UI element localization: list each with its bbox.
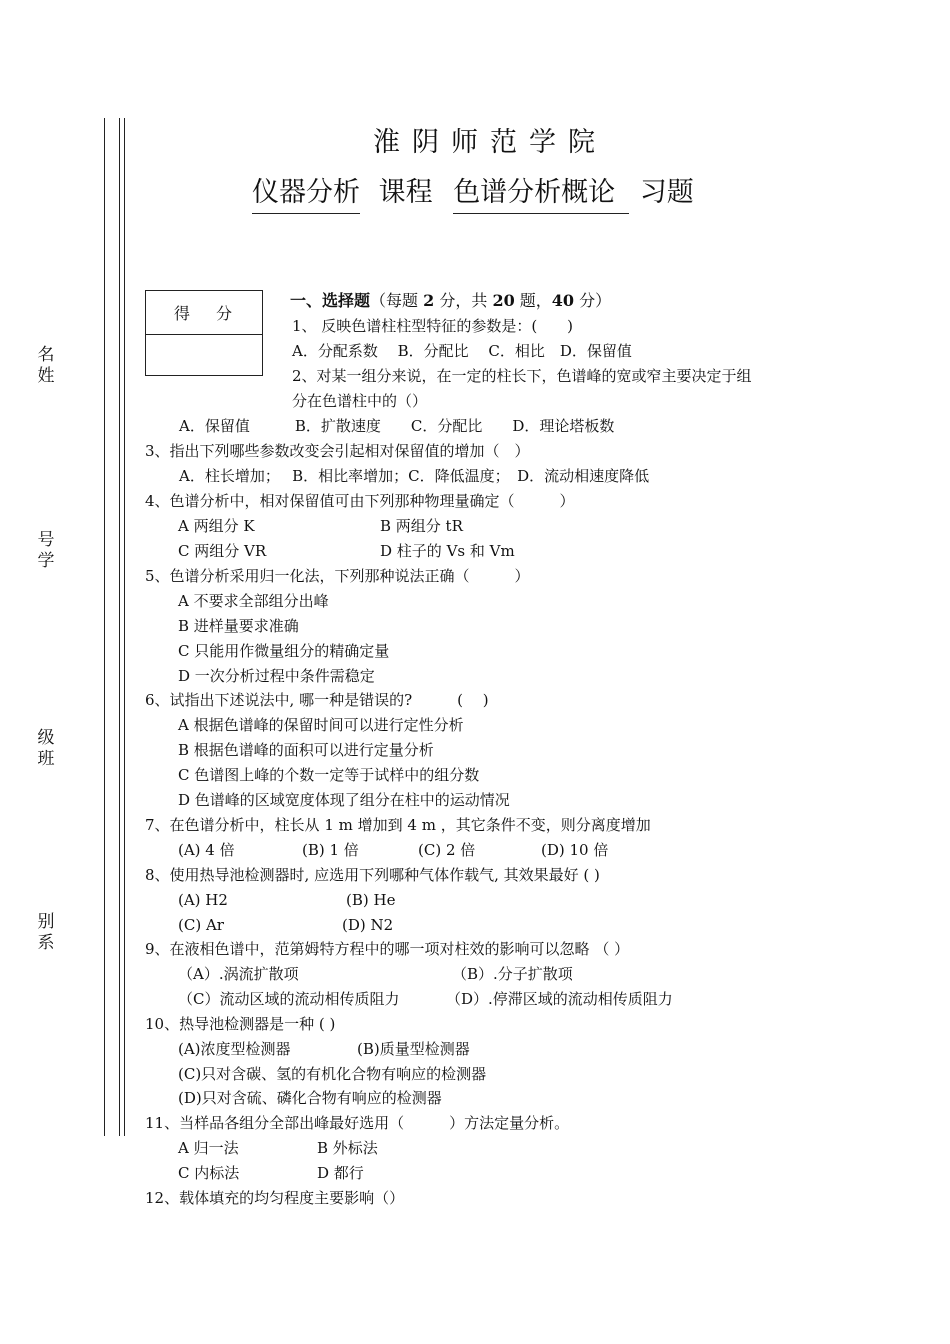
question-7-option-b: (B) 1 倍 <box>302 841 359 859</box>
section-note: 分，共 <box>434 291 493 310</box>
score-box-field[interactable] <box>146 335 262 375</box>
margin-line-inner2 <box>124 118 125 1136</box>
question-11-option-a: A 归一法 <box>178 1139 239 1157</box>
question-7-option-d: (D) 10 倍 <box>541 841 609 859</box>
question-2: 2、对某一组分来说，在一定的柱长下，色谱峰的宽或窄主要决定于组 <box>292 367 752 385</box>
question-7: 7、在色谱分析中，柱长从 1 m 增加到 4 m ，其它条件不变，则分离度增加 <box>145 816 651 834</box>
question-2-options: A．保留值 B．扩散速度 C．分配比 D．理论塔板数 <box>179 417 615 435</box>
question-8-option-c: (C) Ar <box>178 916 224 934</box>
side-label-department: 别 系 <box>37 912 55 953</box>
margin-line-inner <box>119 118 120 1136</box>
question-6-option-b: B 根据色谱峰的面积可以进行定量分析 <box>178 741 434 759</box>
side-label-student-id: 号 学 <box>37 530 55 571</box>
question-4: 4、色谱分析中，相对保留值可由下列那种物理量确定（ ） <box>145 492 575 510</box>
question-6: 6、试指出下述说法中, 哪一种是错误的? ( ) <box>145 691 489 709</box>
question-1: 1、 反映色谱柱柱型特征的参数是：( ) <box>292 317 574 335</box>
question-5-option-d: D 一次分析过程中条件需稳定 <box>178 667 375 685</box>
title-suffix: 习题 <box>639 177 694 208</box>
question-11-option-d: D 都行 <box>317 1164 364 1182</box>
question-5-option-a: A 不要求全部组分出峰 <box>178 592 329 610</box>
section-heading <box>290 288 611 311</box>
question-3: 3、指出下列哪些参数改变会引起相对保留值的增加（ ） <box>145 442 530 460</box>
question-8: 8、使用热导池检测器时, 应选用下列哪种气体作载气, 其效果最好 ( ) <box>145 866 600 884</box>
question-2-cont: 分在色谱柱中的（） <box>292 392 428 410</box>
page-title <box>252 170 694 214</box>
question-5: 5、色谱分析采用归一化法，下列那种说法正确（ ） <box>145 567 530 585</box>
question-4-option-d: D 柱子的 Vs 和 Vm <box>380 542 515 560</box>
question-4-option-b: B 两组分 tR <box>380 517 463 535</box>
question-7-option-c: (C) 2 倍 <box>418 841 476 859</box>
question-8-option-b: (B) He <box>346 891 396 909</box>
question-9-option-a: （A）.涡流扩散项 <box>178 965 299 983</box>
question-5-option-b: B 进样量要求准确 <box>178 617 299 635</box>
question-11-option-c: C 内标法 <box>178 1164 240 1182</box>
section-note: 分） <box>574 291 612 310</box>
question-12: 12、载体填充的均匀程度主要影响（） <box>145 1189 405 1207</box>
question-4-option-c: C 两组分 VR <box>178 542 267 560</box>
question-10-option-a: (A)浓度型检测器 <box>178 1040 291 1058</box>
question-11: 11、当样品各组分全部出峰最好选用（ ）方法定量分析。 <box>145 1114 570 1132</box>
margin-line-outer <box>104 118 105 1136</box>
side-label-name: 名 姓 <box>37 345 55 386</box>
section-points-each: 2 <box>423 291 435 310</box>
school-name: 淮阴师范学院 <box>373 127 607 158</box>
question-8-option-a: (A) H2 <box>178 891 228 909</box>
question-4-option-a: A 两组分 K <box>178 517 255 535</box>
question-11-option-b: B 外标法 <box>317 1139 378 1157</box>
side-label-class: 级 班 <box>37 728 55 769</box>
section-title: 一、选择题 <box>290 291 371 310</box>
section-total-points: 40 <box>551 291 575 310</box>
question-3-options: A．柱长增加； B．相比率增加；C．降低温度； D．流动相速度降低 <box>179 467 650 485</box>
question-9-option-b: （B）.分子扩散项 <box>452 965 573 983</box>
question-5-option-c: C 只能用作微量组分的精确定量 <box>178 642 390 660</box>
question-8-option-d: (D) N2 <box>342 916 394 934</box>
question-10-option-c: (C)只对含碳、氢的有机化合物有响应的检测器 <box>178 1065 487 1083</box>
question-9-option-d: （D）.停滞区域的流动相传质阻力 <box>446 990 673 1008</box>
course-word: 课程 <box>378 177 433 208</box>
question-9-option-c: （C）流动区域的流动相传质阻力 <box>178 990 400 1008</box>
course-name: 仪器分析 <box>252 170 360 214</box>
score-box-label: 得分 <box>146 291 262 335</box>
score-box <box>145 290 263 376</box>
chapter-name: 色谱分析概论 <box>453 170 629 214</box>
question-6-option-d: D 色谱峰的区域宽度体现了组分在柱中的运动情况 <box>178 791 510 809</box>
question-10-option-d: (D)只对含硫、磷化合物有响应的检测器 <box>178 1089 442 1107</box>
question-1-options: A．分配系数 B．分配比 C．相比 D．保留值 <box>292 342 632 360</box>
question-6-option-c: C 色谱图上峰的个数一定等于试样中的组分数 <box>178 766 480 784</box>
question-7-option-a: (A) 4 倍 <box>178 841 235 859</box>
section-note: （每题 <box>370 291 424 310</box>
question-10-option-b: (B)质量型检测器 <box>357 1040 470 1058</box>
section-note: 题， <box>514 291 552 310</box>
question-9: 9、在液相色谱中，范第姆特方程中的哪一项对柱效的影响可以忽略 （ ） <box>145 940 630 958</box>
question-10: 10、热导池检测器是一种 ( ) <box>145 1015 336 1033</box>
question-6-option-a: A 根据色谱峰的保留时间可以进行定性分析 <box>178 716 464 734</box>
section-question-count: 20 <box>492 291 515 310</box>
